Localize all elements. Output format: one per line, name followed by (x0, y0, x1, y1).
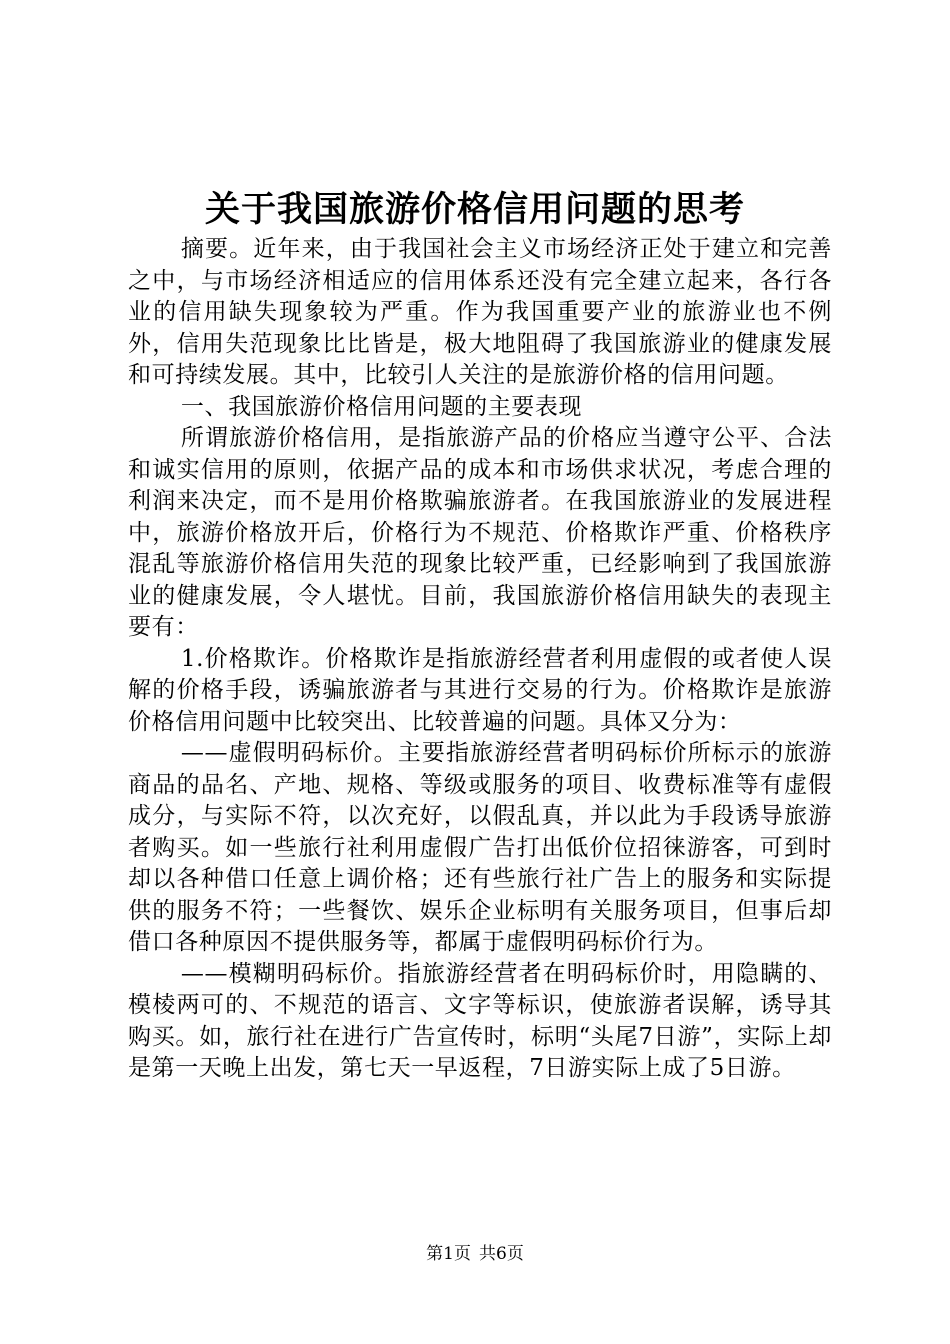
body-paragraph: 1.价格欺诈。价格欺诈是指旅游经营者利用虚假的或者使人误解的价格手段，诱骗旅游者与其进行交易的行为。价格欺诈是旅游价格信用问题中比较突出、比较普遍的问题。具体又分为： (128, 645, 832, 735)
section-heading: 一、我国旅游价格信用问题的主要表现 (180, 393, 583, 420)
document-title: 关于我国旅游价格信用问题的思考 (204, 189, 745, 230)
body-paragraph: ——模糊明码标价。指旅游经营者在明码标价时，用隐瞒的、模棱两可的、不规范的语言、文字等标识，使旅游者误解，诱导其购买。如，旅行社在进行广告宣传时，标明“头尾7日游”，实际上却是第一天晚上出发，第七天一早返程，7日游实际上成了5日游。 (128, 960, 832, 1081)
page-footer (0, 1242, 950, 1266)
document-body (128, 234, 832, 1085)
page-total: 共6页 (479, 1244, 524, 1264)
page-number: 第1页 (426, 1244, 471, 1264)
body-paragraph: ——虚假明码标价。主要指旅游经营者明码标价所标示的旅游商品的品名、产地、规格、等级或服务的项目、收费标准等有虚假成分，与实际不符，以次充好，以假乱真，并以此为手段诱导旅游者购买。如一些旅行社利用虚假广告打出低价位招徕游客，可到时却以各种借口任意上调价格；还有些旅行社广告上的服务和实际提供的服务不符；一些餐饮、娱乐企业标明有关服务项目，但事后却借口各种原因不提供服务等，都属于虚假明码标价行为。 (128, 740, 832, 955)
body-paragraph: 所谓旅游价格信用，是指旅游产品的价格应当遵守公平、合法和诚实信用的原则，依据产品的成本和市场供求状况，考虑合理的利润来决定，而不是用价格欺骗旅游者。在我国旅游业的发展进程中，旅游价格放开后，价格行为不规范、价格欺诈严重、价格秩序混乱等旅游价格信用失范的现象比较严重，已经影响到了我国旅游业的健康发展，令人堪忧。目前，我国旅游价格信用缺失的表现主要有： (128, 425, 832, 640)
abstract-paragraph: 摘要。近年来，由于我国社会主义市场经济正处于建立和完善之中，与市场经济相适应的信用体系还没有完全建立起来，各行各业的信用缺失现象较为严重。作为我国重要产业的旅游业也不例外，信用失范现象比比皆是，极大地阻碍了我国旅游业的健康发展和可持续发展。其中，比较引人关注的是旅游价格的信用问题。 (128, 236, 832, 388)
